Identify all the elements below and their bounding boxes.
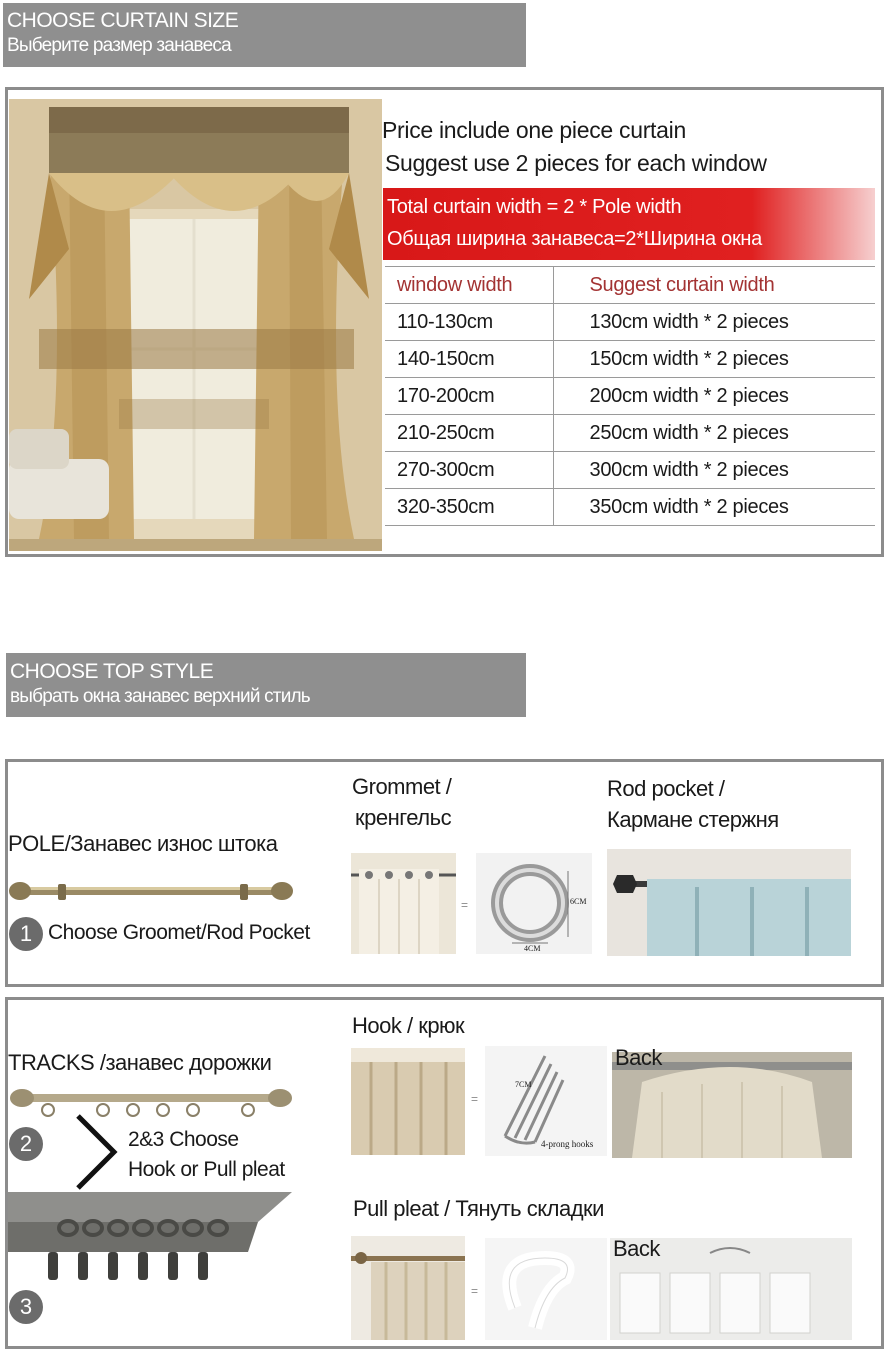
pull-pleat-curtain-photo bbox=[351, 1236, 465, 1340]
formula-banner bbox=[383, 188, 875, 260]
window-width-cell: 110-130cm bbox=[385, 304, 553, 341]
hook-caption: 4-prong hooks bbox=[541, 1139, 594, 1149]
hook-title: Hook / крюк bbox=[352, 1013, 465, 1038]
tracks-label: TRACKS /занавес дорожки bbox=[8, 1050, 272, 1075]
curtain-width-cell: 150cm width * 2 pieces bbox=[553, 341, 875, 378]
grommet-curtain-photo bbox=[351, 853, 456, 954]
tracks-rod-image bbox=[8, 1088, 294, 1122]
pull-pleat-title: Pull pleat / Тянуть складки bbox=[353, 1196, 604, 1221]
window-width-cell: 320-350cm bbox=[385, 489, 553, 526]
window-width-cell: 270-300cm bbox=[385, 452, 553, 489]
bracket-arrow-icon bbox=[74, 1112, 120, 1192]
equals-sign: = bbox=[471, 1092, 479, 1106]
window-width-cell: 170-200cm bbox=[385, 378, 553, 415]
step-1-badge: 1 bbox=[9, 917, 43, 951]
pole-label: POLE/Занавес износ штока bbox=[8, 831, 278, 856]
table-row bbox=[385, 452, 875, 489]
size-section-banner bbox=[3, 3, 526, 67]
rod-pocket-photo bbox=[607, 849, 851, 956]
table-row bbox=[385, 415, 875, 452]
pole-rod-image bbox=[8, 876, 294, 906]
window-width-cell: 210-250cm bbox=[385, 415, 553, 452]
table-row bbox=[385, 341, 875, 378]
suggest-note: Suggest use 2 pieces for each window bbox=[385, 150, 767, 176]
header-window-width: window width bbox=[385, 267, 553, 304]
curtain-width-cell: 350cm width * 2 pieces bbox=[553, 489, 875, 526]
ring-width-label: 4CM bbox=[524, 944, 541, 953]
choose-text-1: 2&3 Choose bbox=[128, 1128, 239, 1151]
step-2-badge: 2 bbox=[9, 1127, 43, 1161]
hook-back-label: Back bbox=[615, 1045, 662, 1070]
grommet-title-2: кренгельс bbox=[355, 805, 452, 830]
curtain-width-cell: 250cm width * 2 pieces bbox=[553, 415, 875, 452]
header-suggest-width: Suggest curtain width bbox=[553, 267, 875, 304]
track-rail-photo bbox=[8, 1192, 292, 1284]
rod-pocket-title-2: Кармане стержня bbox=[607, 807, 779, 832]
formula-ru: Общая ширина занавеса=2*Ширина окна bbox=[387, 228, 762, 250]
table-row bbox=[385, 489, 875, 526]
hook-length-label: 7CM bbox=[515, 1080, 532, 1089]
pleat-tape-photo bbox=[485, 1238, 607, 1340]
size-table-header bbox=[385, 267, 875, 304]
curtain-product-photo bbox=[9, 99, 382, 551]
ring-height-label: 6CM bbox=[570, 897, 587, 906]
size-title-en: CHOOSE CURTAIN SIZE bbox=[7, 9, 239, 32]
size-title-ru: Выберите размер занавеса bbox=[7, 35, 231, 56]
curtain-width-cell: 300cm width * 2 pieces bbox=[553, 452, 875, 489]
grommet-ring-photo bbox=[476, 853, 592, 954]
step-3-badge: 3 bbox=[9, 1290, 43, 1324]
style-title-ru: выбрать окна занавес верхний стиль bbox=[10, 686, 310, 707]
style-section-banner bbox=[6, 653, 526, 717]
choose-text-2: Hook or Pull pleat bbox=[128, 1158, 285, 1181]
window-width-cell: 140-150cm bbox=[385, 341, 553, 378]
pull-pleat-back-label: Back bbox=[613, 1236, 660, 1261]
step-1-text: Choose Groomet/Rod Pocket bbox=[48, 921, 310, 944]
curtain-width-cell: 200cm width * 2 pieces bbox=[553, 378, 875, 415]
formula-en: Total curtain width = 2 * Pole width bbox=[387, 196, 682, 218]
rod-pocket-title-1: Rod pocket / bbox=[607, 776, 725, 801]
style-title-en: CHOOSE TOP STYLE bbox=[10, 660, 214, 683]
grommet-title-1: Grommet / bbox=[352, 774, 452, 799]
equals-sign: = bbox=[471, 1284, 479, 1298]
curtain-width-cell: 130cm width * 2 pieces bbox=[553, 304, 875, 341]
equals-sign: = bbox=[461, 898, 469, 912]
size-table bbox=[385, 266, 875, 526]
price-note: Price include one piece curtain bbox=[382, 117, 686, 143]
table-row bbox=[385, 304, 875, 341]
hook-curtain-photo bbox=[351, 1048, 465, 1155]
table-row bbox=[385, 378, 875, 415]
hook-prong-photo bbox=[485, 1046, 607, 1156]
